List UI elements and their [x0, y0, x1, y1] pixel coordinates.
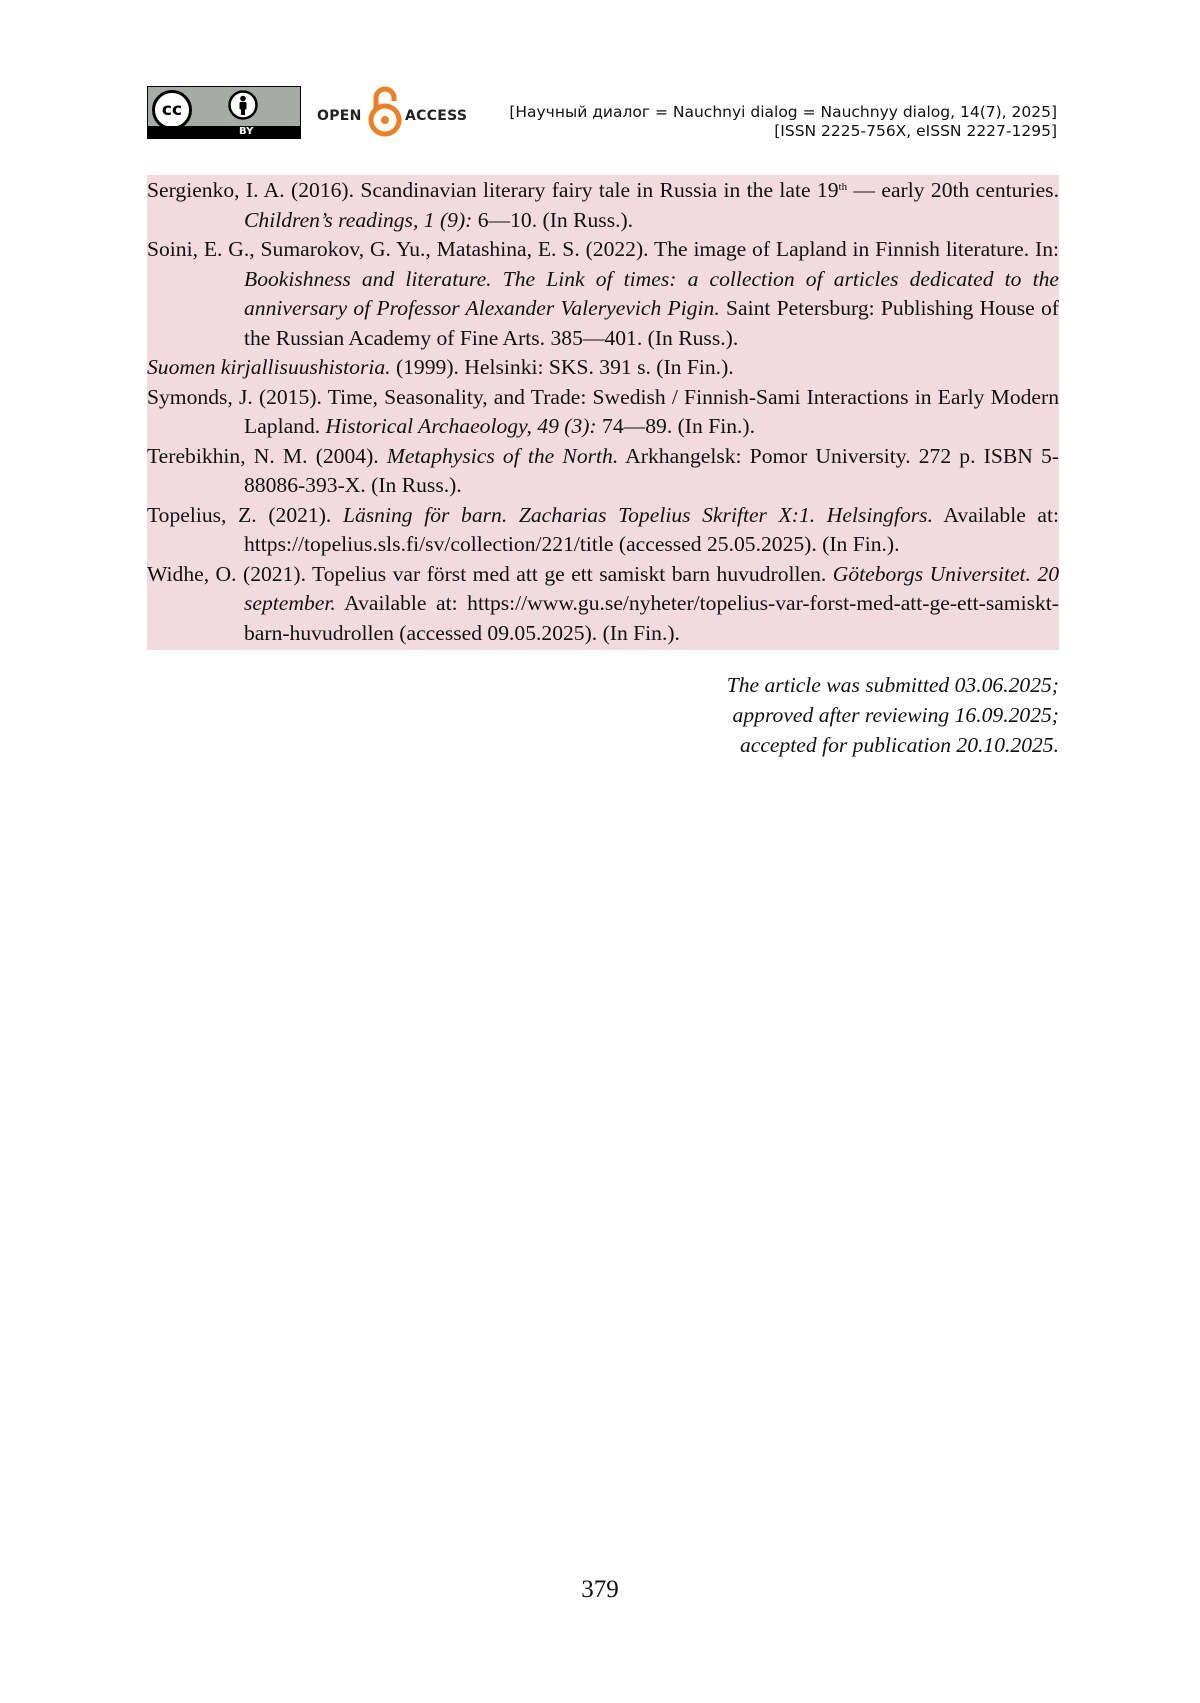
- badge-black-strip: [148, 126, 300, 138]
- issn-line: [ISSN 2225-756X, eISSN 2227-1295]: [774, 122, 1057, 140]
- reference-entry: Widhe, O. (2021). Topelius var först med att ge ett samiskt barn huvudrollen. Göteborgs Universitet. 20 september. Available at: https://www.gu.se/nyheter/topelius-var-forst-med-att-ge-ett-samiskt-barn-huvudrollen (accessed 09.05.2025). (In Fin.).: [147, 561, 1059, 645]
- open-access-logo: [317, 86, 467, 142]
- reference-entry: Terebikhin, N. M. (2004). Metaphysics of the North. Arkhangelsk: Pomor University. 272 p. ISBN 5-88086-393-X. (In Russ.).: [147, 443, 1059, 497]
- submitted-date: The article was submitted 03.06.2025;: [726, 673, 1059, 697]
- by-label: BY: [239, 126, 254, 137]
- accepted-date: accepted for publication 20.10.2025.: [739, 733, 1059, 757]
- reference-entry: Topelius, Z. (2021). Läsning för barn. Zacharias Topelius Skrifter X:1. Helsingfors. Available at: https://topelius.sls.fi/sv/collection/221/title (accessed 25.05.2025). (In Fin.).: [147, 502, 1060, 556]
- page-number: 379: [581, 1576, 619, 1603]
- open-access-right-text: ACCESS: [405, 108, 468, 124]
- reference-entry: Soini, E. G., Sumarokov, G. Yu., Matashina, E. S. (2022). The image of Lapland in Finnish literature. In: Bookishness and literature. The Link of times: a collection of articles dedicated to the anniversary of Professor Alexander Valeryevich Pigin. Saint Petersburg: Publishing House of the Russian Academy of Fine Arts. 385—401. (In Russ.).: [147, 237, 1059, 350]
- creative-commons-icon: cc: [152, 90, 192, 130]
- reference-entry: Suomen kirjallisuushistoria. (1999). Helsinki: SKS. 391 s. (In Fin.).: [147, 355, 734, 379]
- journal-citation-line: [Научный диалог = Nauchnyi dialog = Nauchnyy dialog, 14(7), 2025]: [509, 103, 1057, 121]
- reference-entry: Symonds, J. (2015). Time, Seasonality, and Trade: Swedish / Finnish-Sami Interactions in Early Modern Lapland. Historical Archaeology, 49 (3): 74—89. (In Fin.).: [147, 384, 1059, 438]
- reference-list: [147, 175, 1059, 650]
- open-access-lock-icon: [367, 86, 403, 138]
- submission-dates: [727, 670, 1059, 760]
- open-access-left-text: OPEN: [317, 108, 362, 124]
- journal-info: [509, 103, 1057, 141]
- attribution-person-icon: [228, 90, 258, 120]
- page-header: [147, 86, 1057, 142]
- approved-date: approved after reviewing 16.09.2025;: [732, 703, 1059, 727]
- reference-entry: Sergienko, I. A. (2016). Scandinavian literary fairy tale in Russia in the late 19th — early 20th centuries. Children’s readings, 1 (9): 6—10. (In Russ.).: [147, 178, 1059, 232]
- cc-by-license-badge: [147, 86, 301, 139]
